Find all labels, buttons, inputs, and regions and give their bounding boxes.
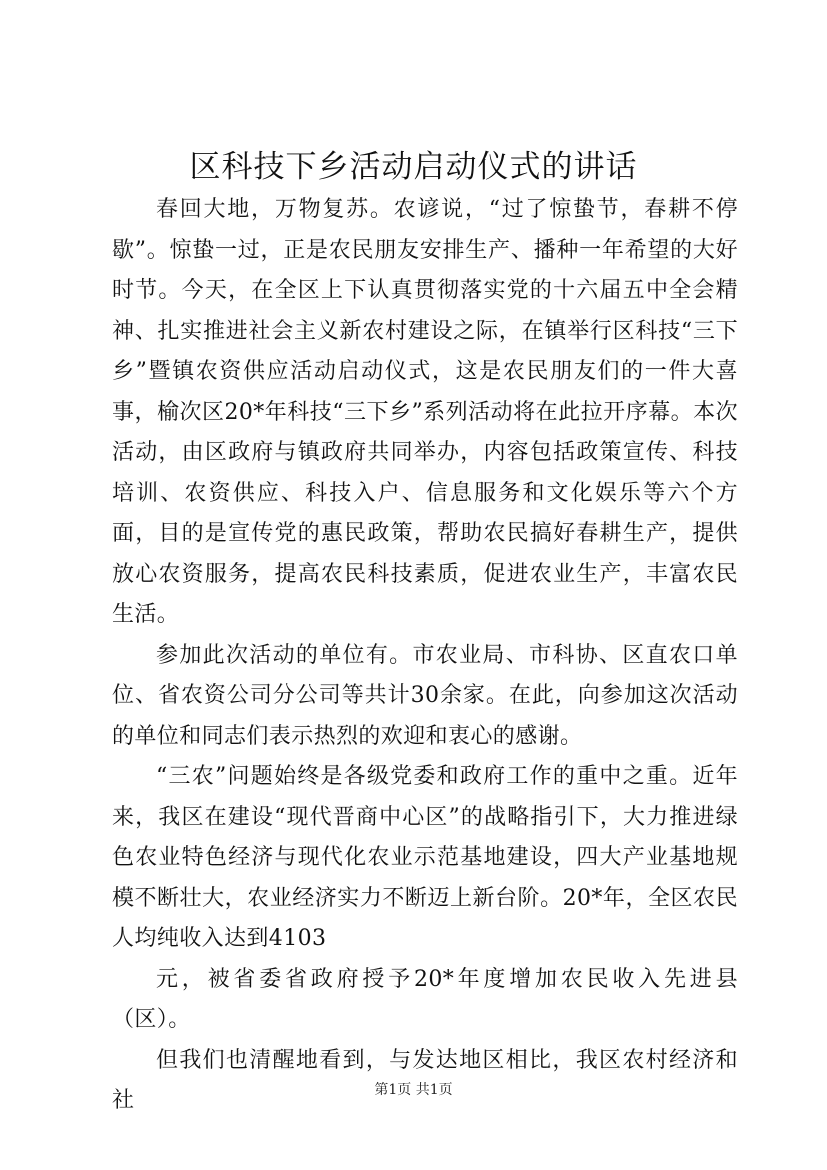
paragraph-5: 但我们也清醒地看到，与发达地区相比，我区农村经济和社 bbox=[112, 1047, 738, 1113]
page-number-footer: 第1页 共1页 bbox=[374, 1082, 453, 1098]
paragraph-4: 元，被省委省政府授予20*年度增加农民收入先进县（区）。 bbox=[112, 966, 738, 1032]
document-title: 区科技下乡活动启动仪式的讲话 bbox=[189, 149, 638, 185]
document-body bbox=[112, 190, 738, 1122]
paragraph-2: 参加此次活动的单位有。市农业局、市科协、区直农口单位、省农资公司分公司等共计30余家。在此，向参加这次活动的单位和同志们表示热烈的欢迎和衷心的感谢。 bbox=[112, 642, 738, 749]
paragraph-3: “三农”问题始终是各级党委和政府工作的重中之重。近年来，我区在建设“现代晋商中心区”的战略指引下，大力推进绿色农业特色经济与现代化农业示范基地建设，四大产业基地规模不断壮大，农业经济实力不断迈上新台阶。20*年，全区农民人均纯收入达到4103 bbox=[112, 764, 738, 951]
paragraph-1: 春回大地，万物复苏。农谚说，“过了惊蛰节，春耕不停歇”。惊蛰一过，正是农民朋友安排生产、播种一年希望的大好时节。今天，在全区上下认真贯彻落实党的十六届五中全会精神、扎实推进社会主义新农村建设之际，在镇举行区科技“三下乡”暨镇农资供应活动启动仪式，这是农民朋友们的一件大喜事，榆次区20*年科技“三下乡”系列活动将在此拉开序幕。本次活动，由区政府与镇政府共同举办，内容包括政策宣传、科技培训、农资供应、科技入户、信息服务和文化娱乐等六个方面，目的是宣传党的惠民政策，帮助农民搞好春耕生产，提供放心农资服务，提高农民科技素质，促进农业生产，丰富农民生活。 bbox=[112, 197, 738, 627]
